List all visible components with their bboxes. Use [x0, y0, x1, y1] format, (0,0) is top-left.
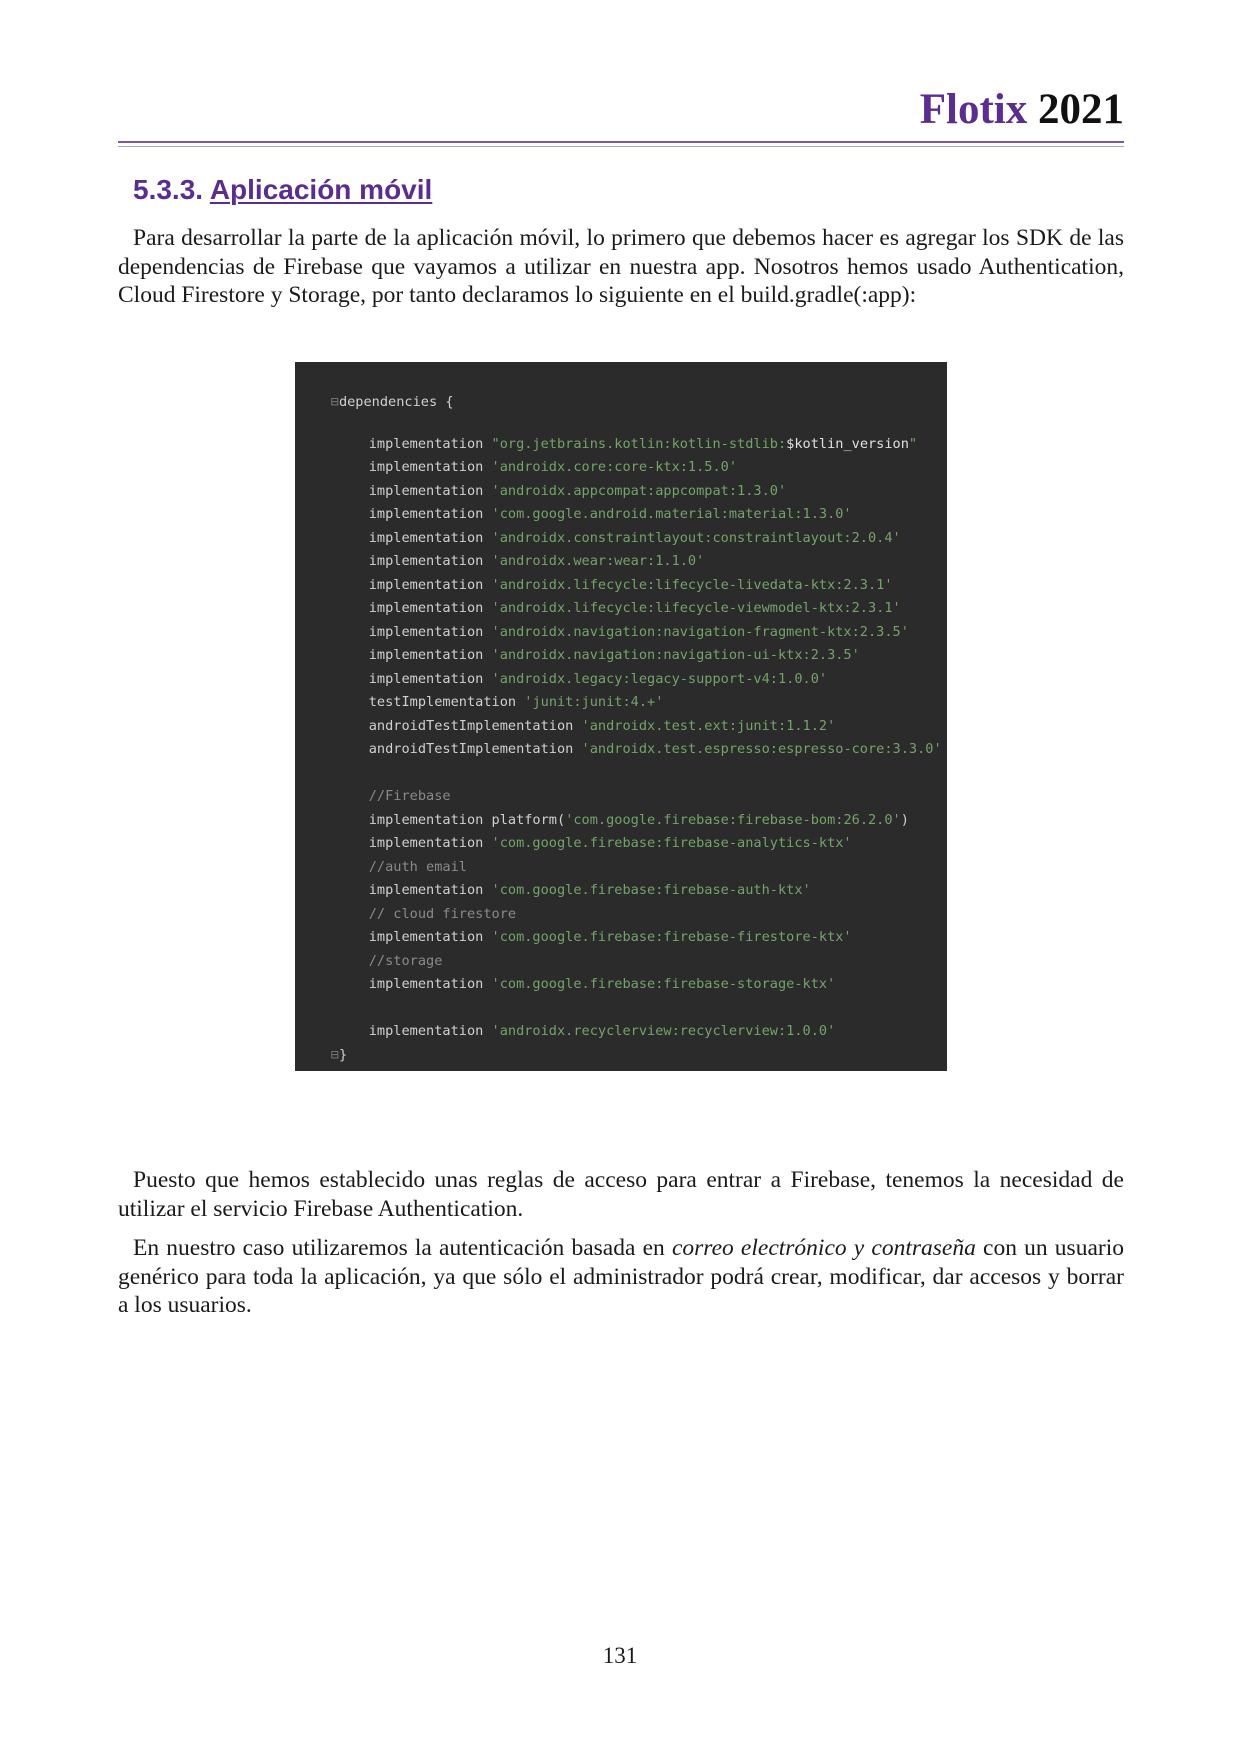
auth-paragraph: Puesto que hemos establecido unas reglas de acceso para entrar a Firebase, tenemos la necesidad de utilizar el servicio Firebase Authentication.: [118, 1167, 1124, 1222]
code-line: implementation 'androidx.core:core-ktx:1.5.0': [368, 459, 738, 475]
code-close: }: [338, 1047, 348, 1063]
code-line: implementation 'androidx.navigation:navigation-fragment-ktx:2.3.5': [368, 624, 909, 640]
code-line: implementation 'androidx.lifecycle:lifecycle-viewmodel-ktx:2.3.1': [368, 600, 901, 616]
code-line: implementation 'com.google.firebase:firebase-analytics-ktx': [368, 835, 852, 851]
code-screenshot: [295, 362, 947, 1071]
page-number: 131: [602, 1643, 638, 1668]
code-line: implementation 'androidx.legacy:legacy-support-v4:1.0.0': [368, 671, 828, 687]
code-line: implementation 'com.google.firebase:firebase-storage-ktx': [368, 976, 836, 992]
code-open: dependencies {: [338, 394, 454, 410]
section-number: 5.3.3.: [133, 174, 204, 205]
code-comment: //auth email: [368, 859, 467, 875]
header-year: 2021: [1038, 86, 1124, 133]
code-line: implementation 'androidx.recyclerview:recyclerview:1.0.0': [368, 1023, 836, 1039]
credentials-paragraph: [118, 1234, 1124, 1320]
code-line-open: [298, 369, 454, 410]
section-heading: [133, 175, 432, 206]
code-line: implementation 'androidx.navigation:navigation-ui-ktx:2.3.5': [368, 647, 860, 663]
code-comment: //storage: [368, 953, 443, 969]
code-comment: //Firebase: [368, 788, 451, 804]
code-line: implementation 'androidx.constraintlayout:constraintlayout:2.0.4': [368, 530, 901, 546]
credentials-text-end: con un usuario genérico para toda la aplicación, ya que sólo el administrador podrá crear, modificar, dar accesos y borrar a los usuarios.: [118, 1235, 1124, 1318]
credentials-text-start: En nuestro caso utilizaremos la autenticación basada en: [133, 1235, 672, 1261]
code-line: implementation 'com.google.android.material:material:1.3.0': [368, 506, 852, 522]
code-line: implementation 'androidx.appcompat:appcompat:1.3.0': [368, 483, 787, 499]
credentials-text-italic: correo electrónico y contraseña: [671, 1235, 976, 1261]
page-header: [920, 88, 1124, 131]
code-line: implementation 'com.google.firebase:firebase-auth-ktx': [368, 882, 811, 898]
header-brand: Flotix: [919, 86, 1028, 133]
code-line-close: [298, 1022, 348, 1063]
section-title-link[interactable]: Aplicación móvil: [209, 174, 433, 205]
fold-close-icon: ⊟: [330, 1047, 339, 1063]
intro-paragraph: Para desarrollar la parte de la aplicación móvil, lo primero que debemos hacer es agregar los SDK de las dependencias de Firebase que vayamos a utilizar en nuestra app. Nosotros hemos usado Authentication, Cloud Firestore y Storage, por tanto declaramos lo siguiente en el build.gradle(:app):: [118, 225, 1124, 308]
code-line: implementation 'androidx.lifecycle:lifecycle-livedata-ktx:2.3.1': [368, 577, 893, 593]
code-line: androidTestImplementation 'androidx.test.espresso:espresso-core:3.3.0': [368, 741, 942, 757]
code-line: implementation 'androidx.wear:wear:1.1.0': [368, 553, 705, 569]
code-comment: // cloud firestore: [368, 906, 517, 922]
code-line: testImplementation 'junit:junit:4.+': [368, 694, 664, 710]
code-line: implementation 'com.google.firebase:firebase-firestore-ktx': [368, 929, 852, 945]
code-line: implementation "org.jetbrains.kotlin:kotlin-stdlib:$kotlin_version": [368, 436, 918, 452]
code-line: androidTestImplementation 'androidx.test.ext:junit:1.1.2': [368, 718, 836, 734]
fold-open-icon: ⊟: [330, 394, 339, 410]
header-rule: [118, 141, 1124, 143]
code-line: implementation platform('com.google.firebase:firebase-bom:26.2.0'): [368, 812, 909, 828]
